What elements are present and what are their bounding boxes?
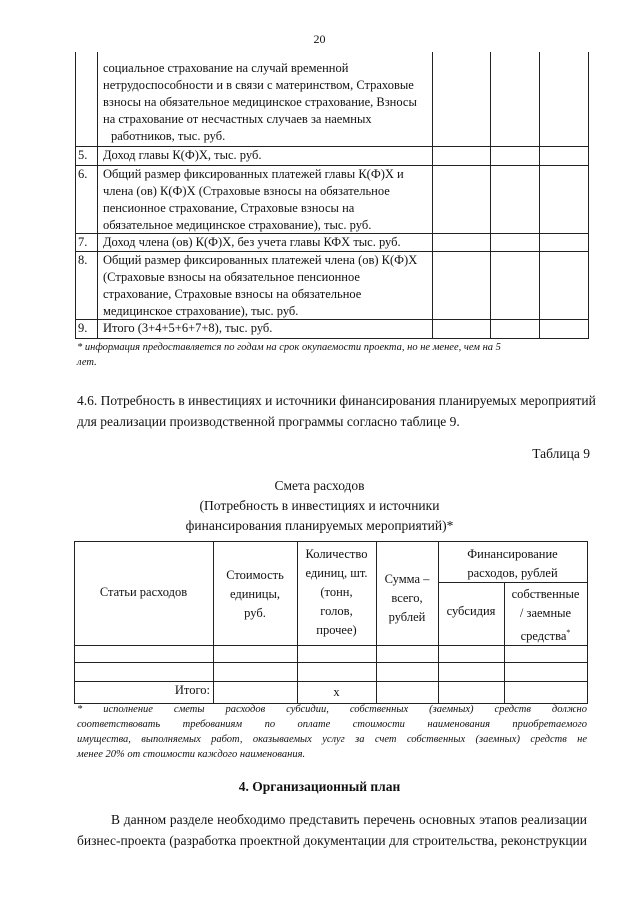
header-financing: Финансирование расходов, рублей — [467, 547, 558, 580]
table-9-label: Таблица 9 — [532, 446, 590, 461]
table-row: Итого (3+4+5+6+7+8), тыс. руб. — [103, 321, 273, 335]
header-items: Статьи расходов — [99, 585, 188, 599]
row-number: 5. — [78, 148, 88, 162]
table-row: Общий размер фиксированных платежей главы К(Ф)Х и члена (ов) К(Ф)Х (Страховые взносы на обязательное пенсионное страхование, Страховые взносы на обязательное медицинское страхование), тыс. руб. — [103, 167, 404, 232]
total-label: Итого: — [174, 683, 210, 697]
table-8-footnote: * информация предоставляется по годам на срок окупаемости проекта, но не менее, чем на 5 лет. — [77, 342, 501, 368]
table-9-footnote: * исполнение сметы расходов субсидии, собственных (заемных) средств должно соответствовать требованиям по оплате стоимости наименования приобретаемого имущества, выполняемых работ, оказываемых услуг за счет собственных (заемных) средств не менее 20% от стоимости каждого наименования. — [77, 704, 587, 760]
header-subsidy: субсидия — [446, 604, 496, 618]
page-number: 20 — [313, 32, 326, 46]
section-4-6-text: 4.6. Потребность в инвестициях и источники финансирования планируемых мероприятий для реализации производственной программы согласно таблице 9. — [77, 393, 596, 429]
header-unit-cost: Стоимость единицы, руб. — [226, 568, 284, 620]
table-9-title: Смета расходов (Потребность в инвестициях и источники финансирования планируемых мероприятий)* — [185, 478, 454, 533]
row-number: 7. — [78, 235, 88, 249]
total-x-mark: х — [333, 685, 340, 699]
section-4-heading: 4. Организационный план — [238, 779, 401, 794]
table-row: Общий размер фиксированных платежей члена (ов) К(Ф)Х (Страховые взносы на обязательное пенсионное страхование, Страховые взносы на обязательное медицинское страхование), тыс. руб. — [103, 253, 418, 318]
table-row: социальное страхование на случай временной нетрудоспособности и в связи с материнством, Страховые взносы на обязательное медицинское страхование, Взносы на страхование от несчастных случаев за наемных работников, тыс. руб. — [103, 61, 417, 143]
header-own-funds: собственные / заемные средства* — [511, 587, 580, 644]
row-number: 8. — [78, 253, 88, 267]
table-row: Доход главы К(Ф)Х, тыс. руб. — [103, 148, 262, 162]
row-number: 6. — [78, 167, 88, 181]
table-row: Доход члена (ов) К(Ф)Х, без учета главы КФХ тыс. руб. — [103, 235, 401, 249]
section-4-paragraph: В данном разделе необходимо представить перечень основных этапов реализации бизнес-проекта (разработка проектной документации для строительства, реконструкции — [77, 812, 587, 848]
row-number: 9. — [78, 321, 88, 335]
header-quantity: Количество единиц, шт. (тонн, голов, прочее) — [305, 547, 368, 637]
header-total: Сумма – всего, рублей — [384, 572, 430, 624]
